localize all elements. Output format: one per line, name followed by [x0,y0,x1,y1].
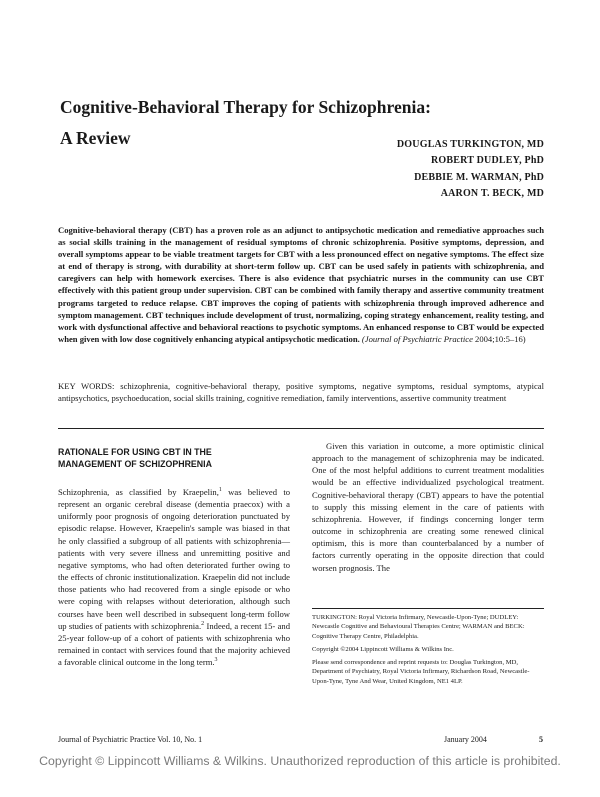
footer-date: January 2004 [444,735,487,744]
body-paragraph [58,486,290,668]
copyright-notice: Copyright ©2004 Lippincott Williams & Wilkins Inc. [312,645,454,653]
author-list [397,137,544,202]
left-column [58,446,290,668]
title-line-1: Cognitive-Behavioral Therapy for Schizophrenia: [60,97,431,117]
section-divider [58,428,544,429]
reference-superscript: 3 [214,657,218,664]
footnotes [312,613,544,690]
author: DOUGLAS TURKINGTON, MD [396,139,544,150]
correspondence-address: Please send correspondence and reprint requests to: Douglas Turkington, MD, Department of Psychiatry, Royal Victoria Infirmary, Richardson Road, Newcastle-Upon-Tyne, Tyne And Wear, United Kingdom, NE1 4LP. [312,659,530,685]
section-heading [58,446,290,470]
section-heading-line-2: MANAGEMENT OF SCHIZOPHRENIA [58,459,212,469]
body-paragraph: Given this variation in outcome, a more optimistic clinical approach to the management of schizophrenia may be indicated. One of the most helpful additions to current treatment modalities would be an effective individualized psychological treatment. Cognitive-behavioral therapy (CBT) appears to have the potential to supply this missing element in the care of patients with schizophrenia. However, if findings concerning longer term outcome in schizophrenia are creating some renewed clinical optimism, this is more than counterbalanced by a number of factors currently operating in the opposite direction that could worsen prognosis. The [312,441,544,573]
reference-superscript: 1 [218,487,222,494]
abstract [58,224,544,345]
copyright-watermark: Copyright © Lippincott Williams & Wilkins. Unauthorized reproduction of this article is prohibited. [39,754,561,768]
key-words: KEY WORDS: schizophrenia, cognitive-behavioral therapy, positive symptoms, negative symptoms, residual symptoms, atypical antipsychotics, psychoeducation, social skills training, cognitive remediation, family interventions, assertive community treatment [58,381,544,404]
abstract-citation-journal: (Journal of Psychiatric Practice [361,333,473,344]
body-text: Indeed, a recent 15- and 25-year follow-up of a cohort of patients with schizophrenia who remained in contact with services found that the majority achieved a favorable clinical outcome in the long term. [58,620,290,668]
reference-superscript: 2 [201,620,205,627]
abstract-citation-volume: 2004;10:5–16) [472,333,526,344]
footer-journal: Journal of Psychiatric Practice Vol. 10, No. 1 [58,735,203,744]
author: AARON T. BECK, MD [440,187,544,199]
body-text: Schizophrenia, as classified by Kraepelin, [58,487,219,497]
footnote-divider [312,608,544,609]
body-text: was believed to represent an organic cerebral disease (dementia praecox) with a uniformly poor prognosis of ongoing deterioration punctuated by episodic relapse. However, Kraepelin's sample was biased in that he only classified a subgroup of all patients with schizophrenia—patients with very severe illness and unremitting positive and negative symptoms, who had often deteriorated further owing to the effects of chronic institutionalization. Kraepelin did not include those patients who had recovered from a single episode or who were coping with relapses without deterioration, although such courses have been well described in subsequent long-term follow up studies of patients with schizophrenia. [58,487,290,631]
right-column [312,440,544,574]
author: ROBERT DUDLEY, PhD [431,155,544,167]
author: DEBBIE M. WARMAN, PhD [414,171,544,183]
page-number: 5 [539,735,543,744]
title-line-2: A Review [60,128,131,148]
author-affiliations: TURKINGTON: Royal Victoria Infirmary, Newcastle-Upon-Tyne; DUDLEY: Newcastle Cognitive and Behavioural Therapies Centre; WARMAN and BECK: Cognitive Therapy Centre, Philadelphia. [312,614,525,640]
section-heading-line-1: RATIONALE FOR USING CBT IN THE [58,447,212,457]
abstract-text: Cognitive-behavioral therapy (CBT) has a proven role as an adjunct to antipsychotic medication and remediative approaches such as social skills training in the management of residual symptoms of chronic schizophrenia. Positive symptoms, depression, and overall symptoms appear to be viable treatment targets for CBT with a less pronounced effect on negative symptoms. The effect size at end of therapy is strong, with durability at short-term follow up. CBT can be used safely in patients with schizophrenia, and caregivers can help with homework exercises. There is also evidence that psychiatric nurses in the community can use CBT effectively with this patient group under supervision. CBT can be combined with family therapy and assertive community treatment programs targeted to reduce relapse. CBT improves the coping of patients with schizophrenia through improved adherence and symptom management. CBT techniques include development of trust, normalizing, coping strategy enhancement, reality testing, and work with dysfunctional affective and behavioral reactions to psychotic symptoms. An enhanced response to CBT would be expected when given with low dose cognitively enhancing atypical antipsychotic medication. [58,225,544,344]
